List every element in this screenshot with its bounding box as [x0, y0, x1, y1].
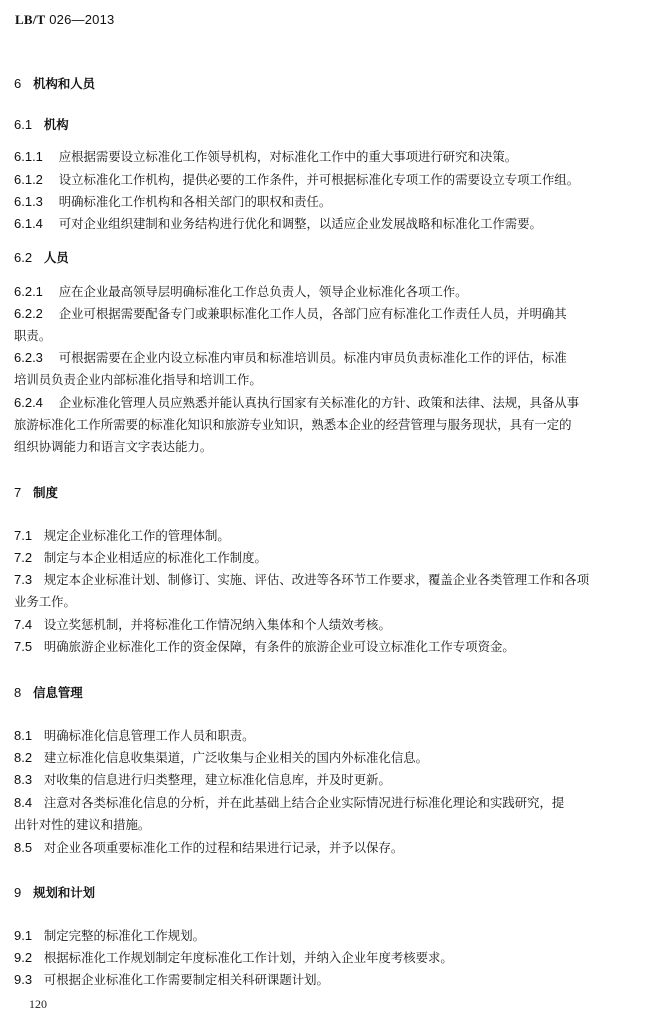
clause: 6.1.2 设立标准化工作机构，提供必要的工作条件，并可根据标准化专项工作的需要设立专项工作组。	[14, 172, 580, 187]
document-code-prefix: LB/T	[15, 12, 46, 27]
clause: 9.1 制定完整的标准化工作规划。	[14, 928, 205, 943]
clause: 9.2 根据标准化工作规划制定年度标准化工作计划，并纳入企业年度考核要求。	[14, 950, 453, 965]
clause-continuation: 出针对性的建议和措施。	[14, 817, 151, 832]
clause: 8.1 明确标准化信息管理工作人员和职责。	[14, 728, 255, 743]
section-heading: 6 机构和人员	[14, 76, 96, 91]
document-code-number: 026—2013	[49, 12, 115, 27]
clause: 6.1.4 可对企业组织建制和业务结构进行优化和调整，以适应企业发展战略和标准化工作需要。	[14, 216, 542, 231]
clause-continuation: 职责。	[14, 328, 52, 343]
clause: 8.2 建立标准化信息收集渠道，广泛收集与企业相关的国内外标准化信息。	[14, 750, 429, 765]
clause: 8.5 对企业各项重要标准化工作的过程和结果进行记录，并予以保存。	[14, 840, 404, 855]
section-heading: 8 信息管理	[14, 685, 83, 700]
clause-continuation: 业务工作。	[14, 594, 76, 609]
clause: 6.1.3 明确标准化工作机构和各相关部门的职权和责任。	[14, 194, 332, 209]
clause: 8.3 对收集的信息进行归类整理，建立标准化信息库，并及时更新。	[14, 772, 391, 787]
subsection-heading: 6.2 人员	[14, 250, 69, 265]
clause: 6.1.1 应根据需要设立标准化工作领导机构，对标准化工作中的重大事项进行研究和决策。	[14, 149, 518, 164]
clause: 7.4 设立奖惩机制，并将标准化工作情况纳入集体和个人绩效考核。	[14, 617, 391, 632]
clause: 6.2.1 应在企业最高领导层明确标准化工作总负责人，领导企业标准化各项工作。	[14, 284, 468, 299]
clause-continuation: 组织协调能力和语言文字表达能力。	[14, 439, 213, 454]
clause: 7.1 规定企业标准化工作的管理体制。	[14, 528, 230, 543]
document-code	[15, 12, 114, 28]
page-number: 120	[29, 997, 47, 1011]
clause: 8.4 注意对各类标准化信息的分析，并在此基础上结合企业实际情况进行标准化理论和实践研究，提	[14, 795, 565, 810]
clause-continuation: 旅游标准化工作所需要的标准化知识和旅游专业知识，熟悉本企业的经营管理与服务现状，具有一定的	[14, 417, 572, 432]
clause: 6.2.2 企业可根据需要配备专门或兼职标准化工作人员，各部门应有标准化工作责任人员，并明确其	[14, 306, 567, 321]
clause: 6.2.4 企业标准化管理人员应熟悉并能认真执行国家有关标准化的方针、政策和法律、法规，具备从事	[14, 395, 580, 410]
clause: 7.2 制定与本企业相适应的标准化工作制度。	[14, 550, 267, 565]
clause: 7.5 明确旅游企业标准化工作的资金保障，有条件的旅游企业可设立标准化工作专项资金。	[14, 639, 515, 654]
section-heading: 9 规划和计划	[14, 885, 96, 900]
section-heading: 7 制度	[14, 485, 58, 500]
clause: 6.2.3 可根据需要在企业内设立标准内审员和标准培训员。标准内审员负责标准化工作的评估，标准	[14, 350, 567, 365]
subsection-heading: 6.1 机构	[14, 117, 69, 132]
clause-continuation: 培训员负责企业内部标准化指导和培训工作。	[14, 372, 262, 387]
clause: 9.3 可根据企业标准化工作需要制定相关科研课题计划。	[14, 972, 329, 987]
clause: 7.3 规定本企业标准计划、制修订、实施、评估、改进等各环节工作要求，覆盖企业各类管理工作和各项	[14, 572, 590, 587]
